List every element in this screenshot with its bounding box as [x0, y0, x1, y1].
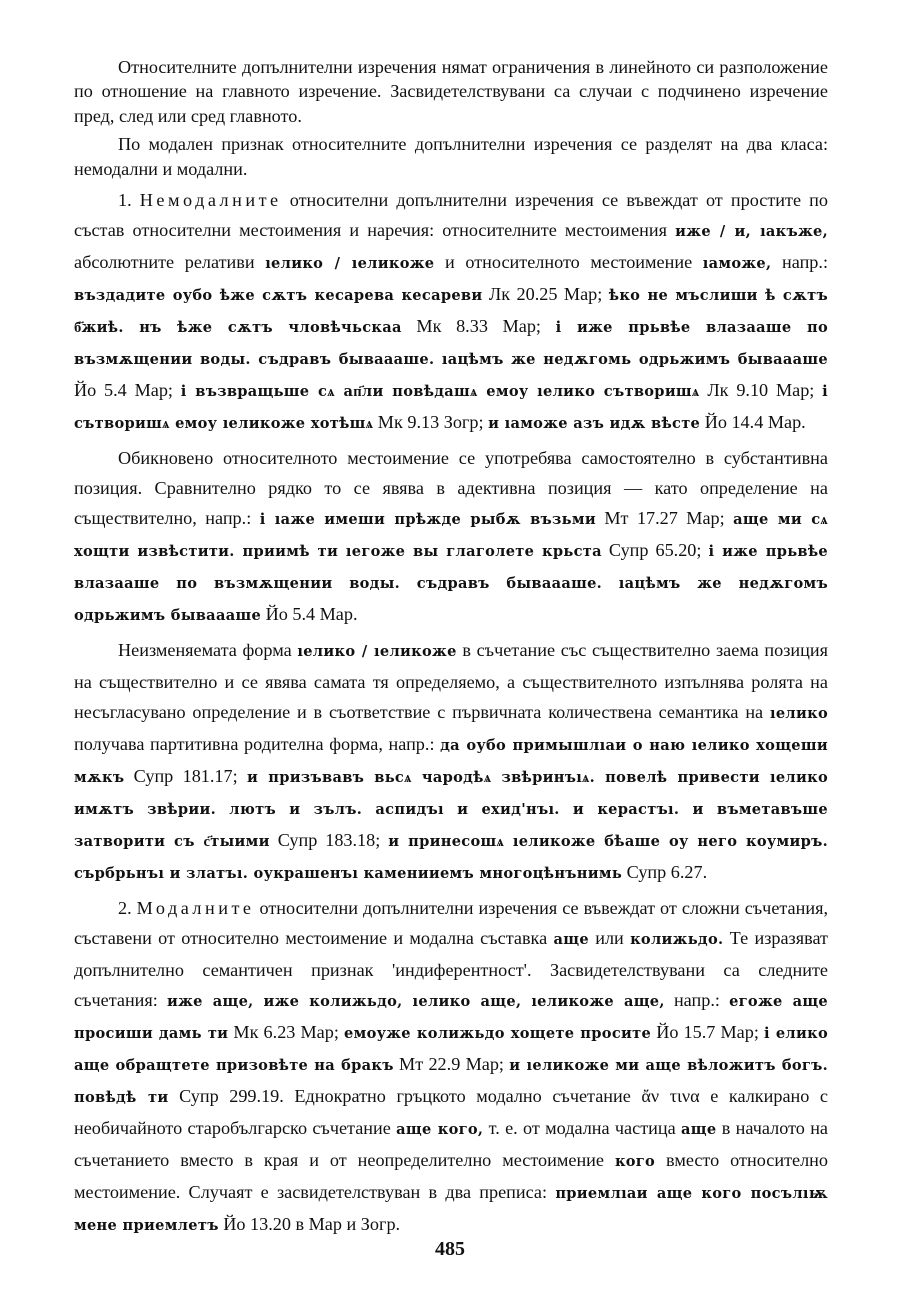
text-segment: в началото на съчетанието вместо в края и от неопределително местоимение [74, 1118, 829, 1171]
text-segment: Йо 5.4 Мар; [74, 380, 181, 401]
church-slavonic-quote: аще кого, [396, 1121, 484, 1139]
church-slavonic-quote: ѣко не мъслиши ѣ сѫтъ б҃жиѣ. нъ ѣже сѫтъ чловѣчьскаа [74, 287, 828, 337]
church-slavonic-quote: і възвращьше сѧ ап҃ли повѣдашѧ емоу ıелико сътворишѧ [180, 383, 700, 401]
text-segment: Мк 9.13 Зогр; [373, 412, 489, 433]
text-segment: По модален признак относителните допълнителни изречения се разделят на два класа: немодални и модални. [74, 134, 828, 179]
text-segment: Йо 5.4 Мар. [261, 604, 358, 625]
text-segment: относителни допълнителни изречения се въвеждат от простите по състав относителни местоимения и наречия: относителните местоимения [74, 190, 828, 241]
text-segment: Лк 9.10 Мар; [699, 380, 823, 401]
text-segment: Мт 17.27 Мар; [595, 508, 734, 529]
text-segment: Неизменяемата форма [118, 640, 298, 661]
text-segment: Супр 181.17; [124, 766, 247, 787]
text-segment: в съчетание със съществително заема позиция на съществително и се явява самата тя определяемо, а съществителното изпълнява ролята на несъгласувано определение и в съответствие с първичната количествена семантика на [74, 640, 828, 723]
church-slavonic-quote: аще ми сѧ хощти извѣстити. приимѣ ти ıегоже вы глаголете крьста [74, 511, 828, 561]
paragraph [74, 893, 828, 1241]
text-segment: Мк 6.23 Мар; [228, 1022, 345, 1043]
text-segment: Мт 22.9 Мар; [393, 1054, 510, 1075]
church-slavonic-quote: і иже прьвѣе влазааше по възмѫщении воды. съдравъ бываааше. ıацѣмъ же недѫгомъ одрьжимъ бываааше [74, 543, 828, 625]
church-slavonic-quote: иже / и, ıакъже, [675, 223, 829, 241]
church-slavonic-quote: и ıаможе азъ идѫ вѣсте [488, 415, 701, 433]
church-slavonic-quote: и принесошѧ ıеликоже бѣаше оу него коумиръ. сърбрьнъı и златъı. оукрашенъı каменииемъ многоцѣнънимь [74, 833, 828, 883]
paragraph [74, 185, 828, 439]
text-segment: 1. [118, 190, 140, 211]
text-segment: Лк 20.25 Мар; [482, 284, 609, 305]
text-segment: относителни допълнителни изречения се въвеждат от сложни съчетания, съставени от относително местоимение и модална съставка [74, 898, 829, 949]
text-segment: напр.: [771, 252, 829, 273]
text-segment: 2. [118, 898, 137, 919]
text-segment: и относителното местоимение [434, 252, 703, 273]
text-segment: Относителните допълнителни изречения нямат ограничения в линейното си разположение по отношение на главното изречение. Засвидетелствувани са случаи с подчинено изречение пред, след или сред главното. [74, 57, 828, 126]
body-text [74, 55, 828, 1241]
spaced-term: Немодалните [139, 190, 282, 211]
paragraph [74, 635, 828, 889]
church-slavonic-quote: ıелико / ıеликоже [265, 255, 435, 273]
text-segment: Мк 8.33 Мар; [401, 316, 556, 337]
paragraph [74, 132, 828, 181]
church-slavonic-quote: кого [614, 1153, 656, 1171]
church-slavonic-quote: ıелико [769, 705, 828, 723]
text-segment: Йо 13.20 в Мар и Зогр. [218, 1214, 401, 1235]
church-slavonic-quote: да оубо примышлıаи о наю ıелико хощеши мѫкъ [74, 737, 829, 787]
church-slavonic-quote: ıелико / ıеликоже [297, 643, 457, 661]
text-segment: вместо относително местоимение. Случаят е засвидетелствуван в два преписа: [74, 1150, 828, 1203]
church-slavonic-quote: і ıаже имеши прѣжде рыбѫ възьми [259, 511, 596, 529]
text-segment: Супр 6.27. [622, 862, 708, 883]
spaced-term: Модалните [136, 898, 255, 919]
text-segment: Те изразяват допълнително семантичен признак 'индиферентност'. Засвидетелствувани са следните съчетания: [74, 928, 828, 1011]
text-segment: получава партитивна родителна форма, напр.: [74, 734, 441, 755]
church-slavonic-quote: иже аще, иже колижьдо, ıелико аще, ıеликоже аще, [166, 993, 665, 1011]
paragraph [74, 443, 828, 631]
text-segment: или [588, 928, 631, 949]
text-segment: абсолютните релативи [74, 252, 266, 273]
church-slavonic-quote: и призъвавъ вьсѧ чародѣѧ звѣринъıѧ. повелѣ привести ıелико имѫтъ звѣрии. лютъ и зълъ. аспидъı и ехид'нъı. и керастъı. и въметавъше затворити съ с҃тыими [74, 769, 828, 851]
church-slavonic-quote: колижьдо. [630, 931, 724, 949]
church-slavonic-quote: і елико аще обращтете призовѣте на бракъ [74, 1025, 828, 1075]
text-segment: Йо 15.7 Мар; [651, 1022, 765, 1043]
church-slavonic-quote: і сътворишѧ емоу ıеликоже хотѣшѧ [74, 383, 829, 433]
page-number: 485 [435, 1238, 465, 1260]
text-segment: Йо 14.4 Мар. [700, 412, 806, 433]
church-slavonic-quote: ıаможе, [702, 255, 772, 273]
church-slavonic-quote: аще [681, 1121, 717, 1139]
text-segment: Супр 183.18; [269, 830, 389, 851]
church-slavonic-quote: і иже прьвѣе влазааше по възмѫщении воды. съдравъ бываааше. ıацѣмъ же недѫгомь одрьжимъ бываааше [74, 319, 828, 369]
text-segment: Обикновено относителното местоимение се употребява самостоятелно в субстантивна позиция. Сравнително рядко то се явява в адективна позиция — като определение на съществително, напр.: [74, 448, 828, 529]
church-slavonic-quote: емоуже колижьдо хощете просите [344, 1025, 652, 1043]
text-segment: Супр 299.19. Еднократно гръцкото модално съчетание ἄν τινα е калкирано с необичайното старобългарско съчетание [74, 1086, 828, 1139]
church-slavonic-quote: приемлıаи аще кого посълıѭ мене приемлетъ [74, 1185, 828, 1235]
church-slavonic-quote: въздадите оубо ѣже сѫтъ кесарева кесареви [74, 287, 483, 305]
church-slavonic-quote: и ıеликоже ми аще вѣложитъ богъ. повѣдѣ ти [74, 1057, 829, 1107]
church-slavonic-quote: аще [553, 931, 589, 949]
paragraph [74, 55, 828, 128]
text-segment: т. е. от модална частица [483, 1118, 682, 1139]
church-slavonic-quote: егоже аще просиши дамь ти [74, 993, 828, 1043]
text-segment: Супр 65.20; [601, 540, 709, 561]
text-segment: напр.: [664, 990, 730, 1011]
